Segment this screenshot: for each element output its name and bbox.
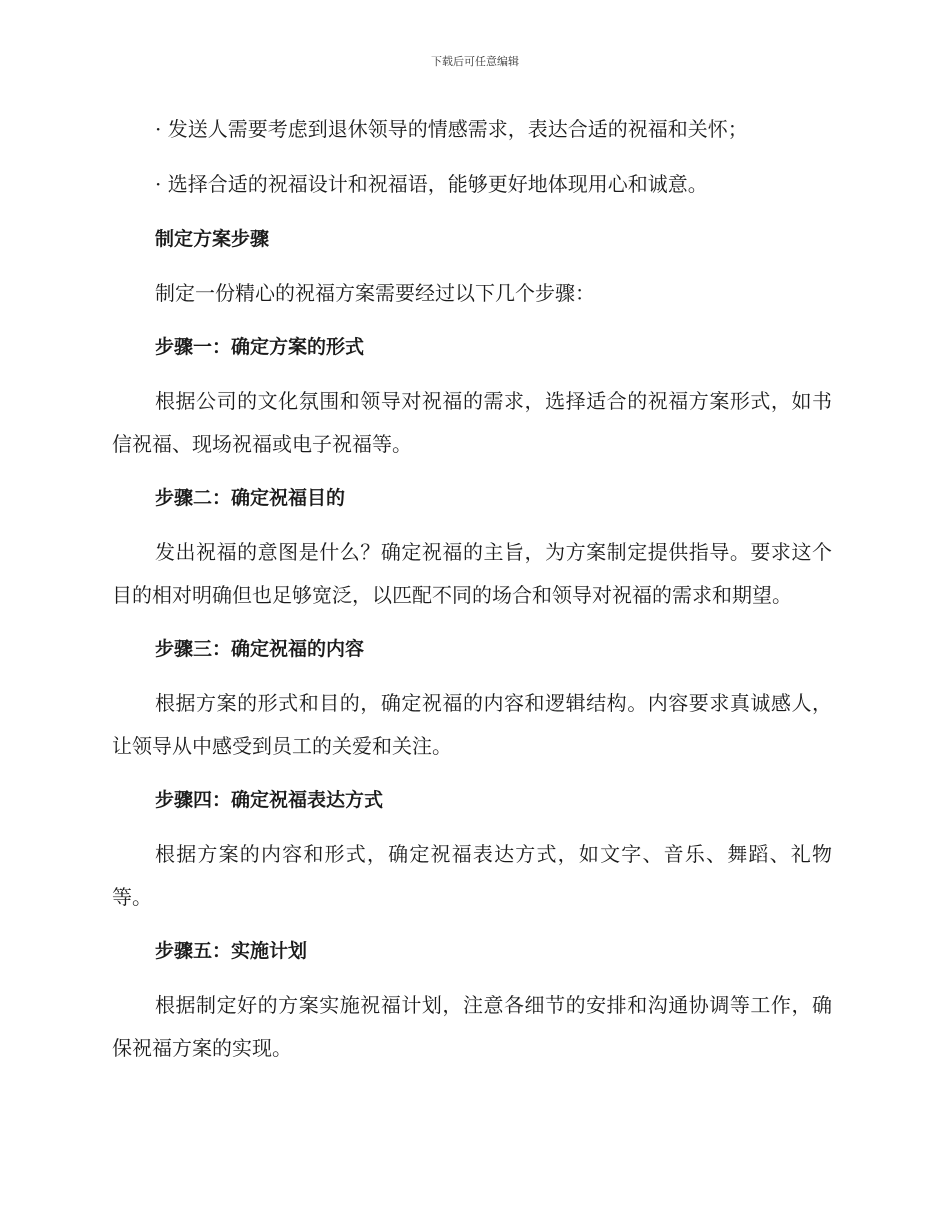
- section-heading: 制定方案步骤: [155, 228, 270, 250]
- page-header: 下载后可任意编辑: [431, 55, 519, 68]
- step-1-paragraph: 根据公司的文化氛围和领导对祝福的需求，选择适合的祝福方案形式，如书信祝福、现场祝福或电子祝福等。: [112, 389, 832, 456]
- step-5-heading: 步骤五：实施计划: [155, 940, 308, 962]
- step-3-heading: 步骤三：确定祝福的内容: [155, 638, 365, 660]
- step-4-paragraph: 根据方案的内容和形式，确定祝福表达方式，如文字、音乐、舞蹈、礼物等。: [112, 842, 832, 909]
- document-body: [112, 108, 832, 1081]
- step-2-paragraph: 发出祝福的意图是什么？确定祝福的主旨，为方案制定提供指导。要求这个目的相对明确但也足够宽泛，以匹配不同的场合和领导对祝福的需求和期望。: [112, 540, 832, 607]
- step-2-heading: 步骤二：确定祝福目的: [155, 487, 346, 509]
- bullet-item: · 发送人需要考虑到退休领导的情感需求，表达合适的祝福和关怀；: [155, 117, 748, 141]
- step-3-paragraph: 根据方案的形式和目的，确定祝福的内容和逻辑结构。内容要求真诚感人，让领导从中感受到员工的关爱和关注。: [112, 691, 832, 758]
- intro-paragraph: 制定一份精心的祝福方案需要经过以下几个步骤：: [155, 281, 595, 305]
- bullet-item: · 选择合适的祝福设计和祝福语，能够更好地体现用心和诚意。: [155, 172, 708, 196]
- step-5-paragraph: 根据制定好的方案实施祝福计划，注意各细节的安排和沟通协调等工作，确保祝福方案的实现。: [112, 993, 832, 1060]
- step-4-heading: 步骤四：确定祝福表达方式: [155, 789, 384, 811]
- step-1-heading: 步骤一：确定方案的形式: [155, 336, 365, 358]
